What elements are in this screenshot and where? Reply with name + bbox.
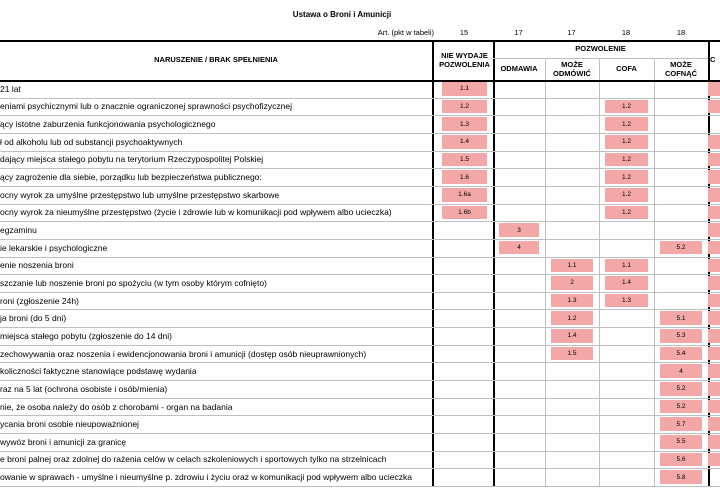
row-label: miejsca stałego pobytu (zgłoszenie do 14 dni) <box>0 330 172 341</box>
value-cell-mo: 1.5 <box>551 347 593 361</box>
column-divider <box>545 58 546 486</box>
row-label: ł od alkoholu lub od substancji psychoaktywnych <box>0 136 183 147</box>
row-label: raz na 5 lat (ochrona osobiste i osób/mienia) <box>0 383 168 394</box>
edge-cell <box>708 329 720 343</box>
document-title: Ustawa o Broni i Amunicji <box>292 10 392 19</box>
header-moze-odmowic-line2: ODMÓWIĆ <box>553 69 591 78</box>
header-nie-wydaje <box>436 40 493 80</box>
header-moze-cofnac-line2: COFNĄĆ <box>664 69 698 78</box>
edge-cell <box>708 311 720 325</box>
value-cell-cofa: 1.2 <box>605 117 648 131</box>
header-pozwolenie: POZWOLENIE <box>575 44 626 54</box>
edge-cell <box>708 417 720 431</box>
edge-cell <box>708 259 720 273</box>
column-divider <box>599 58 600 486</box>
value-cell-mc: 5.8 <box>660 470 702 484</box>
subheader-border <box>493 58 708 59</box>
edge-cell <box>708 170 720 184</box>
value-cell-cofa: 1.2 <box>605 100 648 114</box>
header-border <box>0 40 720 42</box>
value-cell-cofa: 1.2 <box>605 206 648 220</box>
row-label: owanie w sprawach - umyślne i nieumyślne p. zdrowiu i życiu oraz w komunikacji pod wpływem albo ucieczka <box>0 472 412 483</box>
row-label: wywóz broni i amunicji za granicę <box>0 436 127 447</box>
value-cell-cofa: 1.4 <box>605 276 648 290</box>
row-label: ący istotne zaburzenia funkcjonowania psychologicznego <box>0 119 216 130</box>
row-divider <box>0 486 720 487</box>
article-number-15: 15 <box>459 28 469 37</box>
header-odmawia: ODMAWIA <box>500 64 538 74</box>
value-cell-nw: 1.3 <box>442 117 487 131</box>
article-number-18b: 18 <box>676 28 686 37</box>
header-moze-odmowic <box>545 58 599 80</box>
value-cell-mc: 4 <box>660 364 702 378</box>
row-label: roni (zgłoszenie 24h) <box>0 295 79 306</box>
edge-cell <box>708 364 720 378</box>
value-cell-mo: 1.1 <box>551 259 593 273</box>
value-cell-nw: 1.5 <box>442 153 487 167</box>
row-label: e broni palnej oraz zdolnej do rażenia celów w celach szkoleniowych i sportowych tylko na strzelnicach <box>0 454 387 465</box>
row-label: nie, że osoba należy do osób z chorobami - organ na badania <box>0 401 233 412</box>
article-number-18a: 18 <box>621 28 631 37</box>
row-label: ący zagrożenie dla siebie, porządku lub bezpieczeństwa publicznego: <box>0 172 262 183</box>
header-nie-wydaje-line1: NIE WYDAJE <box>441 50 488 60</box>
row-label: ja broni (do 5 dni) <box>0 313 67 324</box>
edge-cell <box>708 453 720 467</box>
row-label: zechowywania oraz noszenia i ewidencjonowania broni i amunicji (dostęp osób nieuprawnionych) <box>0 348 367 359</box>
value-cell-od: 4 <box>499 241 539 255</box>
row-label: ocny wyrok za umyślne przestępstwo lub umyślne przestępstwo skarbowe <box>0 189 280 200</box>
column-divider <box>493 40 495 486</box>
header-moze-cofnac <box>654 58 708 80</box>
row-label: eniami psychicznymi lub o znacznie ograniczonej sprawności psychofizycznej <box>0 101 292 112</box>
edge-cell <box>708 188 720 202</box>
header-edge: C <box>710 55 716 65</box>
article-number-17a: 17 <box>514 28 523 37</box>
edge-cell <box>708 153 720 167</box>
value-cell-mc: 5.2 <box>660 241 702 255</box>
edge-cell <box>708 135 720 149</box>
value-cell-cofa: 1.2 <box>605 188 648 202</box>
value-cell-nw: 1.1 <box>442 82 487 96</box>
value-cell-mo: 1.2 <box>551 311 593 325</box>
value-cell-nw: 1.4 <box>442 135 487 149</box>
value-cell-mc: 5.1 <box>660 311 702 325</box>
header-cofa: COFA <box>616 64 637 74</box>
header-violation: NARUSZENIE / BRAK SPEŁNIENIA <box>154 55 278 65</box>
edge-cell <box>708 223 720 237</box>
column-divider <box>654 58 655 486</box>
row-label: enie noszenia broni <box>0 260 74 271</box>
row-label: ie lekarskie i psychologiczne <box>0 242 108 253</box>
value-cell-mc: 5.6 <box>660 453 702 467</box>
value-cell-cofa: 1.3 <box>605 294 648 308</box>
row-label: ycania broni osobie nieupoważnionej <box>0 419 139 430</box>
value-cell-nw: 1.6a <box>442 188 487 202</box>
header-moze-odmowic-line1: MOŻE <box>561 59 583 69</box>
value-cell-cofa: 1.1 <box>605 259 648 273</box>
row-label: koliczności faktyczne stanowiące podstawę wydania <box>0 366 197 377</box>
edge-cell <box>708 241 720 255</box>
row-label: ocny wyrok za nieumyślne przestępstwo (życie i zdrowie lub w komunikacji pod wpływem albo ucieczka) <box>0 207 392 218</box>
row-label: dający miejsca stałego pobytu na terytorium Rzeczypospolitej Polskiej <box>0 154 264 165</box>
edge-cell <box>708 100 720 114</box>
value-cell-nw: 1.6 <box>442 170 487 184</box>
value-cell-cofa: 1.2 <box>605 170 648 184</box>
value-cell-mc: 5.2 <box>660 400 702 414</box>
value-cell-mo: 2 <box>551 276 593 290</box>
edge-cell <box>708 276 720 290</box>
article-number-17b: 17 <box>567 28 576 37</box>
value-cell-mc: 5.3 <box>660 329 702 343</box>
article-label: Art. (pkt w tabeli) <box>377 28 434 37</box>
value-cell-mc: 5.5 <box>660 435 702 449</box>
row-label: egzaminu <box>0 225 37 235</box>
value-cell-nw: 1.6b <box>442 206 487 220</box>
edge-cell <box>708 82 720 96</box>
edge-cell <box>708 382 720 396</box>
value-cell-mo: 1.3 <box>551 294 593 308</box>
header-nie-wydaje-line2: POZWOLENIA <box>439 60 490 69</box>
edge-cell <box>708 435 720 449</box>
value-cell-nw: 1.2 <box>442 100 487 114</box>
edge-cell <box>708 347 720 361</box>
value-cell-mc: 5.2 <box>660 382 702 396</box>
value-cell-mo: 1.4 <box>551 329 593 343</box>
edge-cell <box>708 294 720 308</box>
row-label: 21 lat <box>0 83 21 94</box>
value-cell-od: 3 <box>499 223 539 237</box>
row-label: szczanie lub noszenie broni po spożyciu (w tym osoby którym cofnięto) <box>0 277 267 288</box>
value-cell-mc: 5.7 <box>660 417 702 431</box>
header-moze-cofnac-line1: MOŻE <box>670 59 692 69</box>
value-cell-cofa: 1.2 <box>605 153 648 167</box>
value-cell-mc: 5.4 <box>660 347 702 361</box>
edge-cell <box>708 400 720 414</box>
value-cell-cofa: 1.2 <box>605 135 648 149</box>
column-divider <box>432 40 434 486</box>
edge-cell <box>708 206 720 220</box>
